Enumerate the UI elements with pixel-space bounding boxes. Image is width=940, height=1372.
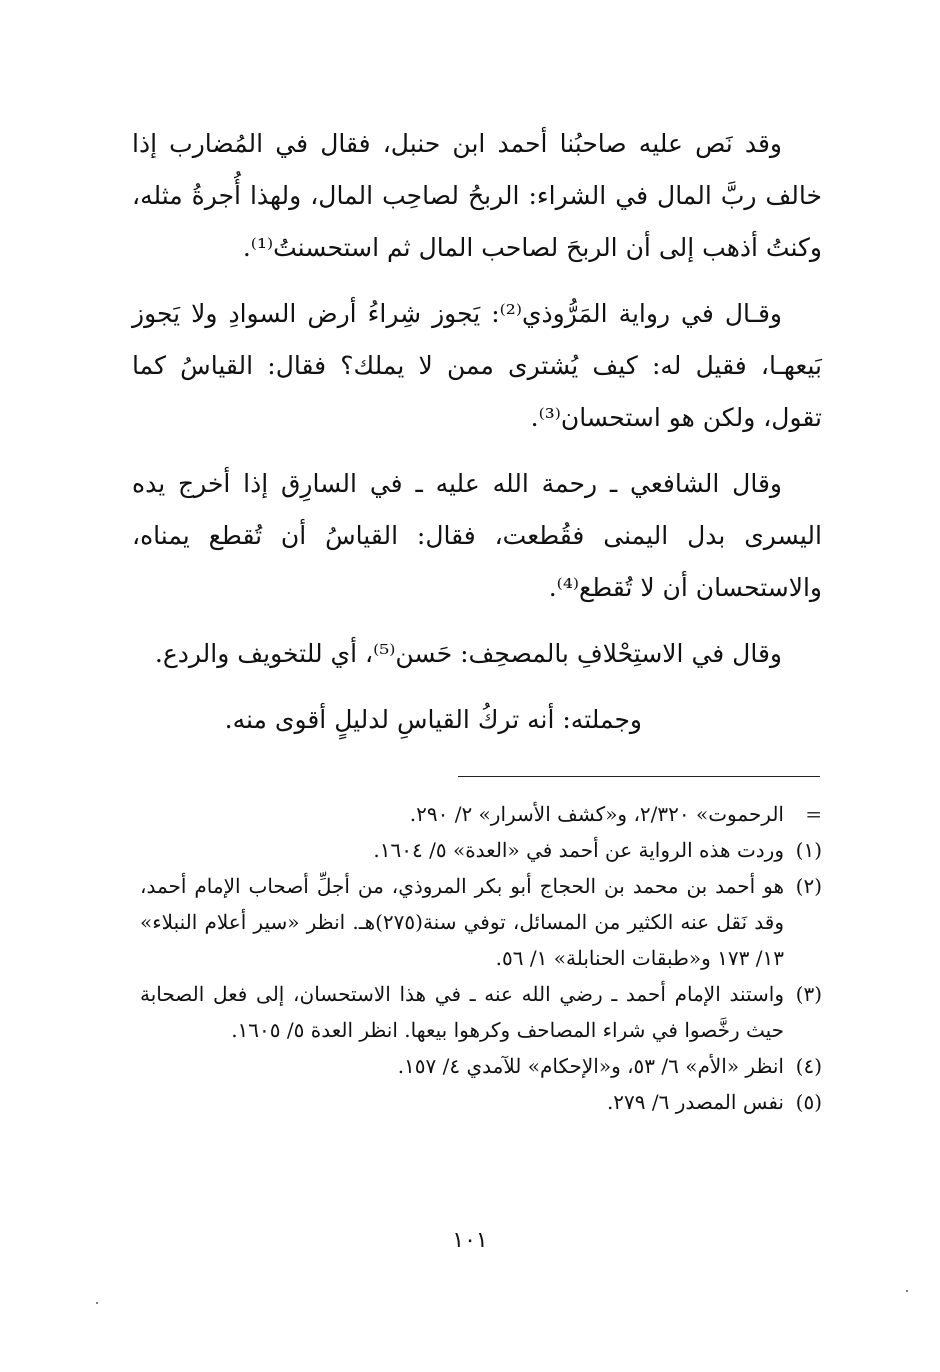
footnote-number: (٤) (795, 1054, 822, 1078)
scan-speck (96, 1302, 98, 1304)
footnote-number: (٥) (795, 1090, 822, 1114)
footnote-number: = (805, 802, 822, 826)
page-number: ١٠١ (452, 1228, 488, 1253)
scan-speck (906, 1290, 908, 1292)
paragraph: وجملته: أنه تركُ القياسِ لدليلٍ أقوى منه. (224, 705, 642, 734)
footnote (140, 1084, 822, 1120)
paragraph: وقـال في رواية المَرُّوذي⁽²⁾: يَجوز شِراءُ أرض السوادِ ولا يَجوز بَيعهـا، فقيل له: كيف يُشترى ممن لا يملك؟ فقال: القياسُ كما تقول، ولكن هو استحسان⁽³⁾. (132, 299, 822, 432)
paragraph: وقال الشافعي ـ رحمة الله عليه ـ في السارِق إذا أخرج يده اليسرى بدل اليمنى فقُطعت، فقال: القياسُ أن تُقطع يمناه، والاستحسان أن لا تُقطع⁽⁴⁾. (132, 469, 822, 602)
footnote-text: وردت هذه الرواية عن أحمد في «العدة» ٥/ ١٦٠٤. (373, 838, 784, 862)
footnote-text: نفس المصدر ٦/ ٢٧٩. (606, 1090, 784, 1114)
footnote (140, 868, 822, 976)
footnote-separator (458, 776, 820, 777)
footnote-number: (٢) (795, 874, 822, 898)
footnotes (140, 796, 822, 1120)
main-text (132, 118, 822, 760)
paragraph: وقد نَص عليه صاحبُنا أحمد ابن حنبل، فقال في المُضارب إذا خالف ربَّ المال في الشراء: الربحُ لصاحِب المال، ولهذا أُجرةُ مثله، وكنتُ أذهب إلى أن الربحَ لصاحب المال ثم استحسنتُ⁽¹⁾. (132, 129, 822, 262)
footnote (140, 832, 822, 868)
footnote-number: (٣) (795, 982, 822, 1006)
footnote-text: هو أحمد بن محمد بن الحجاج أبو بكر المروذي، من أجلِّ أصحاب الإمام أحمد، وقد نَقل عنه الكثير من المسائل، توفي سنة(٢٧٥)هـ. انظر «سير أعلام النبلاء» ١٣/ ١٧٣ و«طبقات الحنابلة» ١/ ٥٦. (140, 874, 784, 970)
footnote-text: واستند الإمام أحمد ـ رضي الله عنه ـ في هذا الاستحسان، إلى فعل الصحابة حيث رخَّصوا في شراء المصاحف وكرهوا بيعها. انظر العدة ٥/ ١٦٠٥. (140, 982, 784, 1042)
footnote (140, 796, 822, 832)
footnote-text: الرحموت» ٢/٣٢٠، و«كشف الأسرار» ٢/ ٢٩٠. (409, 802, 784, 826)
footnote-text: انظر «الأم» ٦/ ٥٣، و«الإحكام» للآمدي ٤/ ١٥٧. (397, 1054, 784, 1078)
paragraph: وقال في الاستِحْلافِ بالمصحِف: حَسن⁽⁵⁾، أي للتخويف والردع. (154, 639, 782, 668)
footnote-number: (١) (795, 838, 822, 862)
footnote (140, 1048, 822, 1084)
footnote (140, 976, 822, 1048)
